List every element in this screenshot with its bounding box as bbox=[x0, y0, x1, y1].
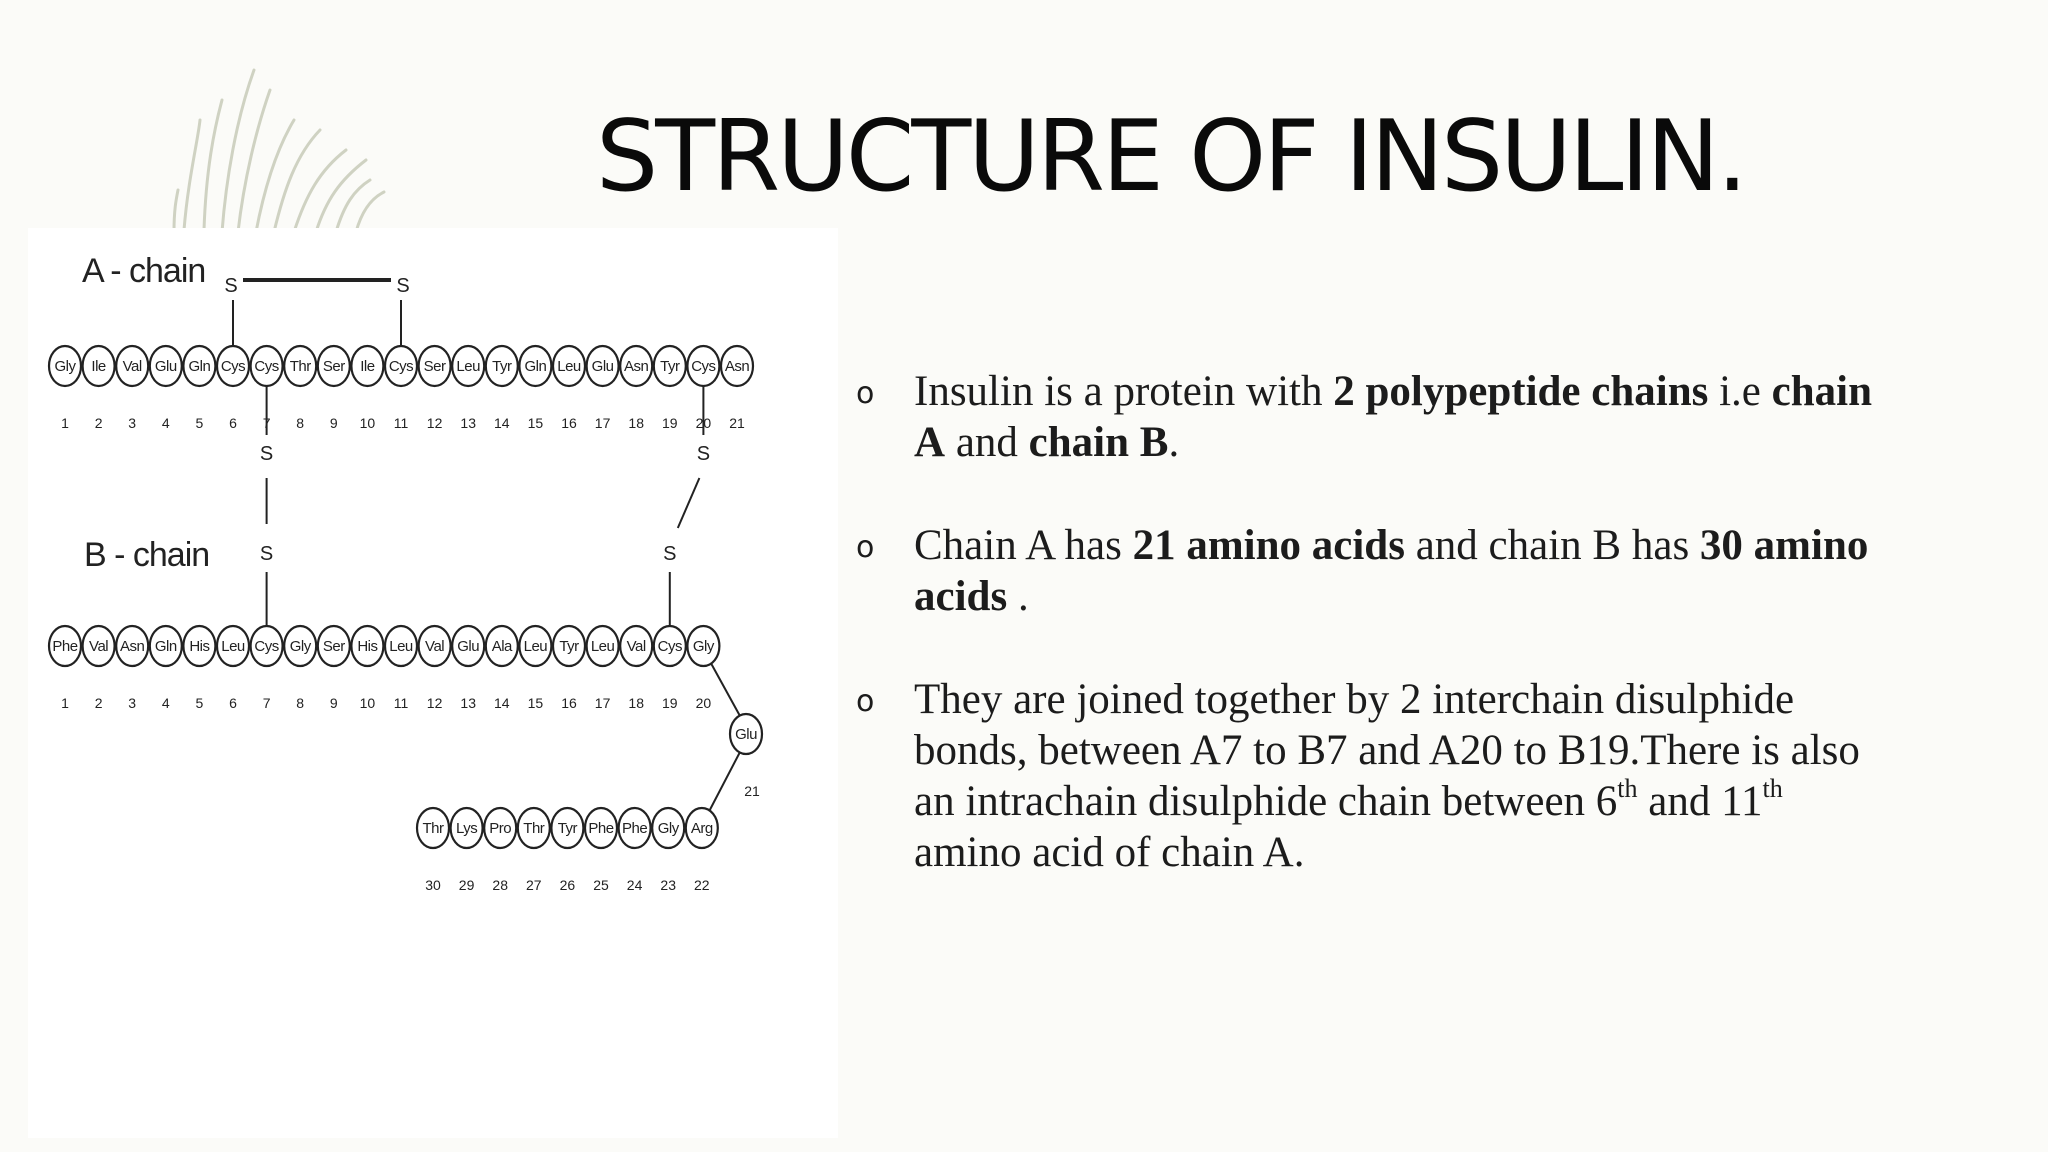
residue-number: 11 bbox=[393, 695, 409, 711]
residue-label: Phe bbox=[52, 638, 78, 655]
bullet-item bbox=[850, 366, 1890, 468]
residue-number: 16 bbox=[561, 415, 577, 431]
residue-number: 29 bbox=[458, 877, 475, 893]
residue-label: Arg bbox=[690, 820, 713, 837]
residue-label: Val bbox=[626, 638, 646, 655]
bold-text: chain B bbox=[1028, 419, 1169, 466]
residue-number: 1 bbox=[61, 695, 69, 711]
sulfur-label: S bbox=[259, 543, 274, 565]
residue-label: Gln bbox=[524, 358, 547, 375]
bold-text: 30 amino acids bbox=[914, 522, 1869, 620]
bullet-text: amino acid of chain A. bbox=[914, 829, 1305, 876]
residue-label: Cys bbox=[220, 358, 246, 375]
sulfur-label: S bbox=[696, 443, 711, 465]
residue-number: 18 bbox=[628, 695, 644, 711]
residue-label: Thr bbox=[422, 820, 444, 837]
residue-number: 4 bbox=[161, 695, 170, 711]
residue-label: Asn bbox=[624, 358, 649, 375]
residue-number: 21 bbox=[729, 415, 745, 431]
residue-label: Gly bbox=[657, 820, 679, 837]
residue-label: Cys bbox=[254, 358, 279, 375]
bullet-text: and bbox=[945, 419, 1029, 466]
residue-number: 1 bbox=[61, 415, 69, 431]
residue-number: 23 bbox=[660, 877, 676, 893]
residue-number: 7 bbox=[262, 695, 271, 711]
residue-label: Pro bbox=[489, 820, 512, 837]
residue-number: 14 bbox=[494, 415, 510, 431]
residue-label: Gln bbox=[154, 638, 177, 655]
grass-decoration bbox=[170, 60, 430, 235]
residue-label: Leu bbox=[221, 638, 245, 655]
bullet-item bbox=[850, 674, 1890, 878]
residue-label: Leu bbox=[389, 638, 413, 655]
residue-number: 8 bbox=[296, 695, 305, 711]
residue-number: 17 bbox=[594, 695, 611, 711]
bullet-text: and chain B has bbox=[1404, 522, 1700, 569]
residue-number: 21 bbox=[744, 783, 760, 799]
bullet-text: . bbox=[1007, 573, 1029, 620]
residue-number: 5 bbox=[195, 695, 204, 711]
residue-number: 22 bbox=[694, 877, 710, 893]
residue-label: Tyr bbox=[660, 358, 680, 375]
residue-number: 26 bbox=[559, 877, 576, 893]
residue-number: 13 bbox=[460, 415, 476, 431]
residue-number: 6 bbox=[229, 415, 237, 431]
residue-number: 3 bbox=[128, 415, 137, 431]
residue-label: Tyr bbox=[557, 820, 578, 837]
residue-number: 25 bbox=[593, 877, 609, 893]
residue-label: Ala bbox=[491, 638, 512, 655]
residue-label: Ser bbox=[423, 358, 446, 375]
residue-label: Glu bbox=[457, 638, 480, 655]
residue-label: Lys bbox=[455, 820, 478, 837]
residue-label: Leu bbox=[590, 638, 615, 655]
residue-number: 9 bbox=[329, 415, 338, 431]
residue-number: 24 bbox=[626, 877, 643, 893]
residue-label: His bbox=[357, 638, 378, 655]
insulin-chain-diagram bbox=[28, 228, 838, 1138]
residue-label: Leu bbox=[523, 638, 548, 655]
residue-number: 4 bbox=[161, 415, 170, 431]
residue-number: 8 bbox=[296, 415, 305, 431]
bullet-text: and 11 bbox=[1637, 778, 1763, 825]
residue-label: Gln bbox=[188, 358, 211, 375]
residue-number: 10 bbox=[359, 415, 376, 431]
residue-label: Val bbox=[122, 358, 142, 375]
residue-label: Glu bbox=[154, 358, 177, 375]
residue-number: 7 bbox=[262, 415, 271, 431]
residue-number: 11 bbox=[393, 415, 409, 431]
bold-text: 2 polypeptide chains bbox=[1333, 368, 1709, 415]
peptide-bond bbox=[711, 664, 740, 716]
residue-number: 14 bbox=[494, 695, 510, 711]
residue-number: 12 bbox=[426, 415, 443, 431]
residue-number: 2 bbox=[94, 695, 103, 711]
residue-label: Cys bbox=[657, 638, 682, 655]
residue-label: Val bbox=[89, 638, 109, 655]
residue-label: Tyr bbox=[559, 638, 579, 655]
residue-label: Leu bbox=[456, 358, 480, 375]
residue-label: Cys bbox=[691, 358, 716, 375]
bold-text: 21 amino acids bbox=[1132, 522, 1405, 569]
residue-number: 20 bbox=[695, 415, 712, 431]
bullet-text: Insulin is a protein with bbox=[914, 368, 1334, 415]
bold-text: chain A bbox=[914, 368, 1873, 466]
a-chain-label: A - chain bbox=[82, 252, 206, 290]
bullet-text: . bbox=[1168, 419, 1180, 466]
residue-label: Cys bbox=[254, 638, 279, 655]
residue-number: 5 bbox=[195, 415, 204, 431]
sulfur-label: S bbox=[259, 443, 274, 465]
sulfur-label: S bbox=[396, 275, 410, 297]
residue-number: 3 bbox=[128, 695, 137, 711]
residue-label: Glu bbox=[735, 726, 757, 743]
residue-label: Ser bbox=[322, 638, 345, 655]
residue-label: Ile bbox=[360, 358, 375, 375]
residue-number: 15 bbox=[527, 695, 544, 711]
residue-label: Gly bbox=[289, 638, 311, 655]
residue-number: 20 bbox=[695, 695, 712, 711]
residue-number: 12 bbox=[426, 695, 443, 711]
residue-label: Ser bbox=[322, 358, 345, 375]
residue-number: 13 bbox=[460, 695, 476, 711]
residue-label: Glu bbox=[591, 358, 614, 375]
residue-number: 15 bbox=[527, 415, 544, 431]
residue-number: 10 bbox=[359, 695, 376, 711]
residue-number: 6 bbox=[229, 695, 237, 711]
residue-label: Val bbox=[425, 638, 445, 655]
residue-number: 2 bbox=[94, 415, 103, 431]
residue-label: Leu bbox=[557, 358, 581, 375]
peptide-bond bbox=[710, 752, 740, 810]
insulin-diagram-panel bbox=[28, 228, 838, 1138]
residue-number: 30 bbox=[425, 877, 441, 893]
residue-label: His bbox=[189, 638, 210, 655]
residue-number: 27 bbox=[526, 877, 542, 893]
residue-number: 19 bbox=[662, 415, 678, 431]
bullet-marker: o bbox=[856, 684, 875, 719]
bullet-item bbox=[850, 520, 1890, 622]
residue-label: Phe bbox=[621, 820, 648, 837]
bullet-text: They are joined together by 2 interchain disulphide bonds, between A7 to B7 and A20 to B19.There is also an intrachain disulphide chain between 6 bbox=[914, 676, 1860, 825]
residue-number: 19 bbox=[662, 695, 678, 711]
residue-number: 17 bbox=[594, 415, 611, 431]
residue-label: Tyr bbox=[492, 358, 512, 375]
residue-label: Ile bbox=[91, 358, 106, 375]
residue-label: Thr bbox=[289, 358, 311, 375]
bullet-marker: o bbox=[856, 376, 875, 411]
slide-title: STRUCTURE OF INSULIN. bbox=[596, 100, 1745, 214]
bullet-list bbox=[850, 366, 1890, 930]
residue-label: Phe bbox=[588, 820, 614, 837]
residue-number: 18 bbox=[628, 415, 644, 431]
residue-number: 16 bbox=[561, 695, 577, 711]
residue-label: Gly bbox=[692, 638, 714, 655]
bullet-text: i.e bbox=[1708, 368, 1772, 415]
b-chain-label: B - chain bbox=[84, 536, 210, 574]
bullet-text: Chain A has bbox=[914, 522, 1133, 569]
residue-number: 9 bbox=[329, 695, 338, 711]
residue-label: Asn bbox=[120, 638, 145, 655]
superscript: th bbox=[1762, 774, 1783, 803]
sulfur-label: S bbox=[224, 275, 238, 297]
residue-label: Asn bbox=[724, 358, 750, 375]
residue-number: 28 bbox=[492, 877, 508, 893]
disulphide-bond bbox=[678, 478, 700, 528]
bullet-marker: o bbox=[856, 530, 875, 565]
residue-label: Gly bbox=[54, 358, 76, 375]
residue-label: Cys bbox=[388, 358, 414, 375]
residue-label: Thr bbox=[523, 820, 545, 837]
superscript: th bbox=[1617, 774, 1638, 803]
sulfur-label: S bbox=[663, 543, 677, 565]
